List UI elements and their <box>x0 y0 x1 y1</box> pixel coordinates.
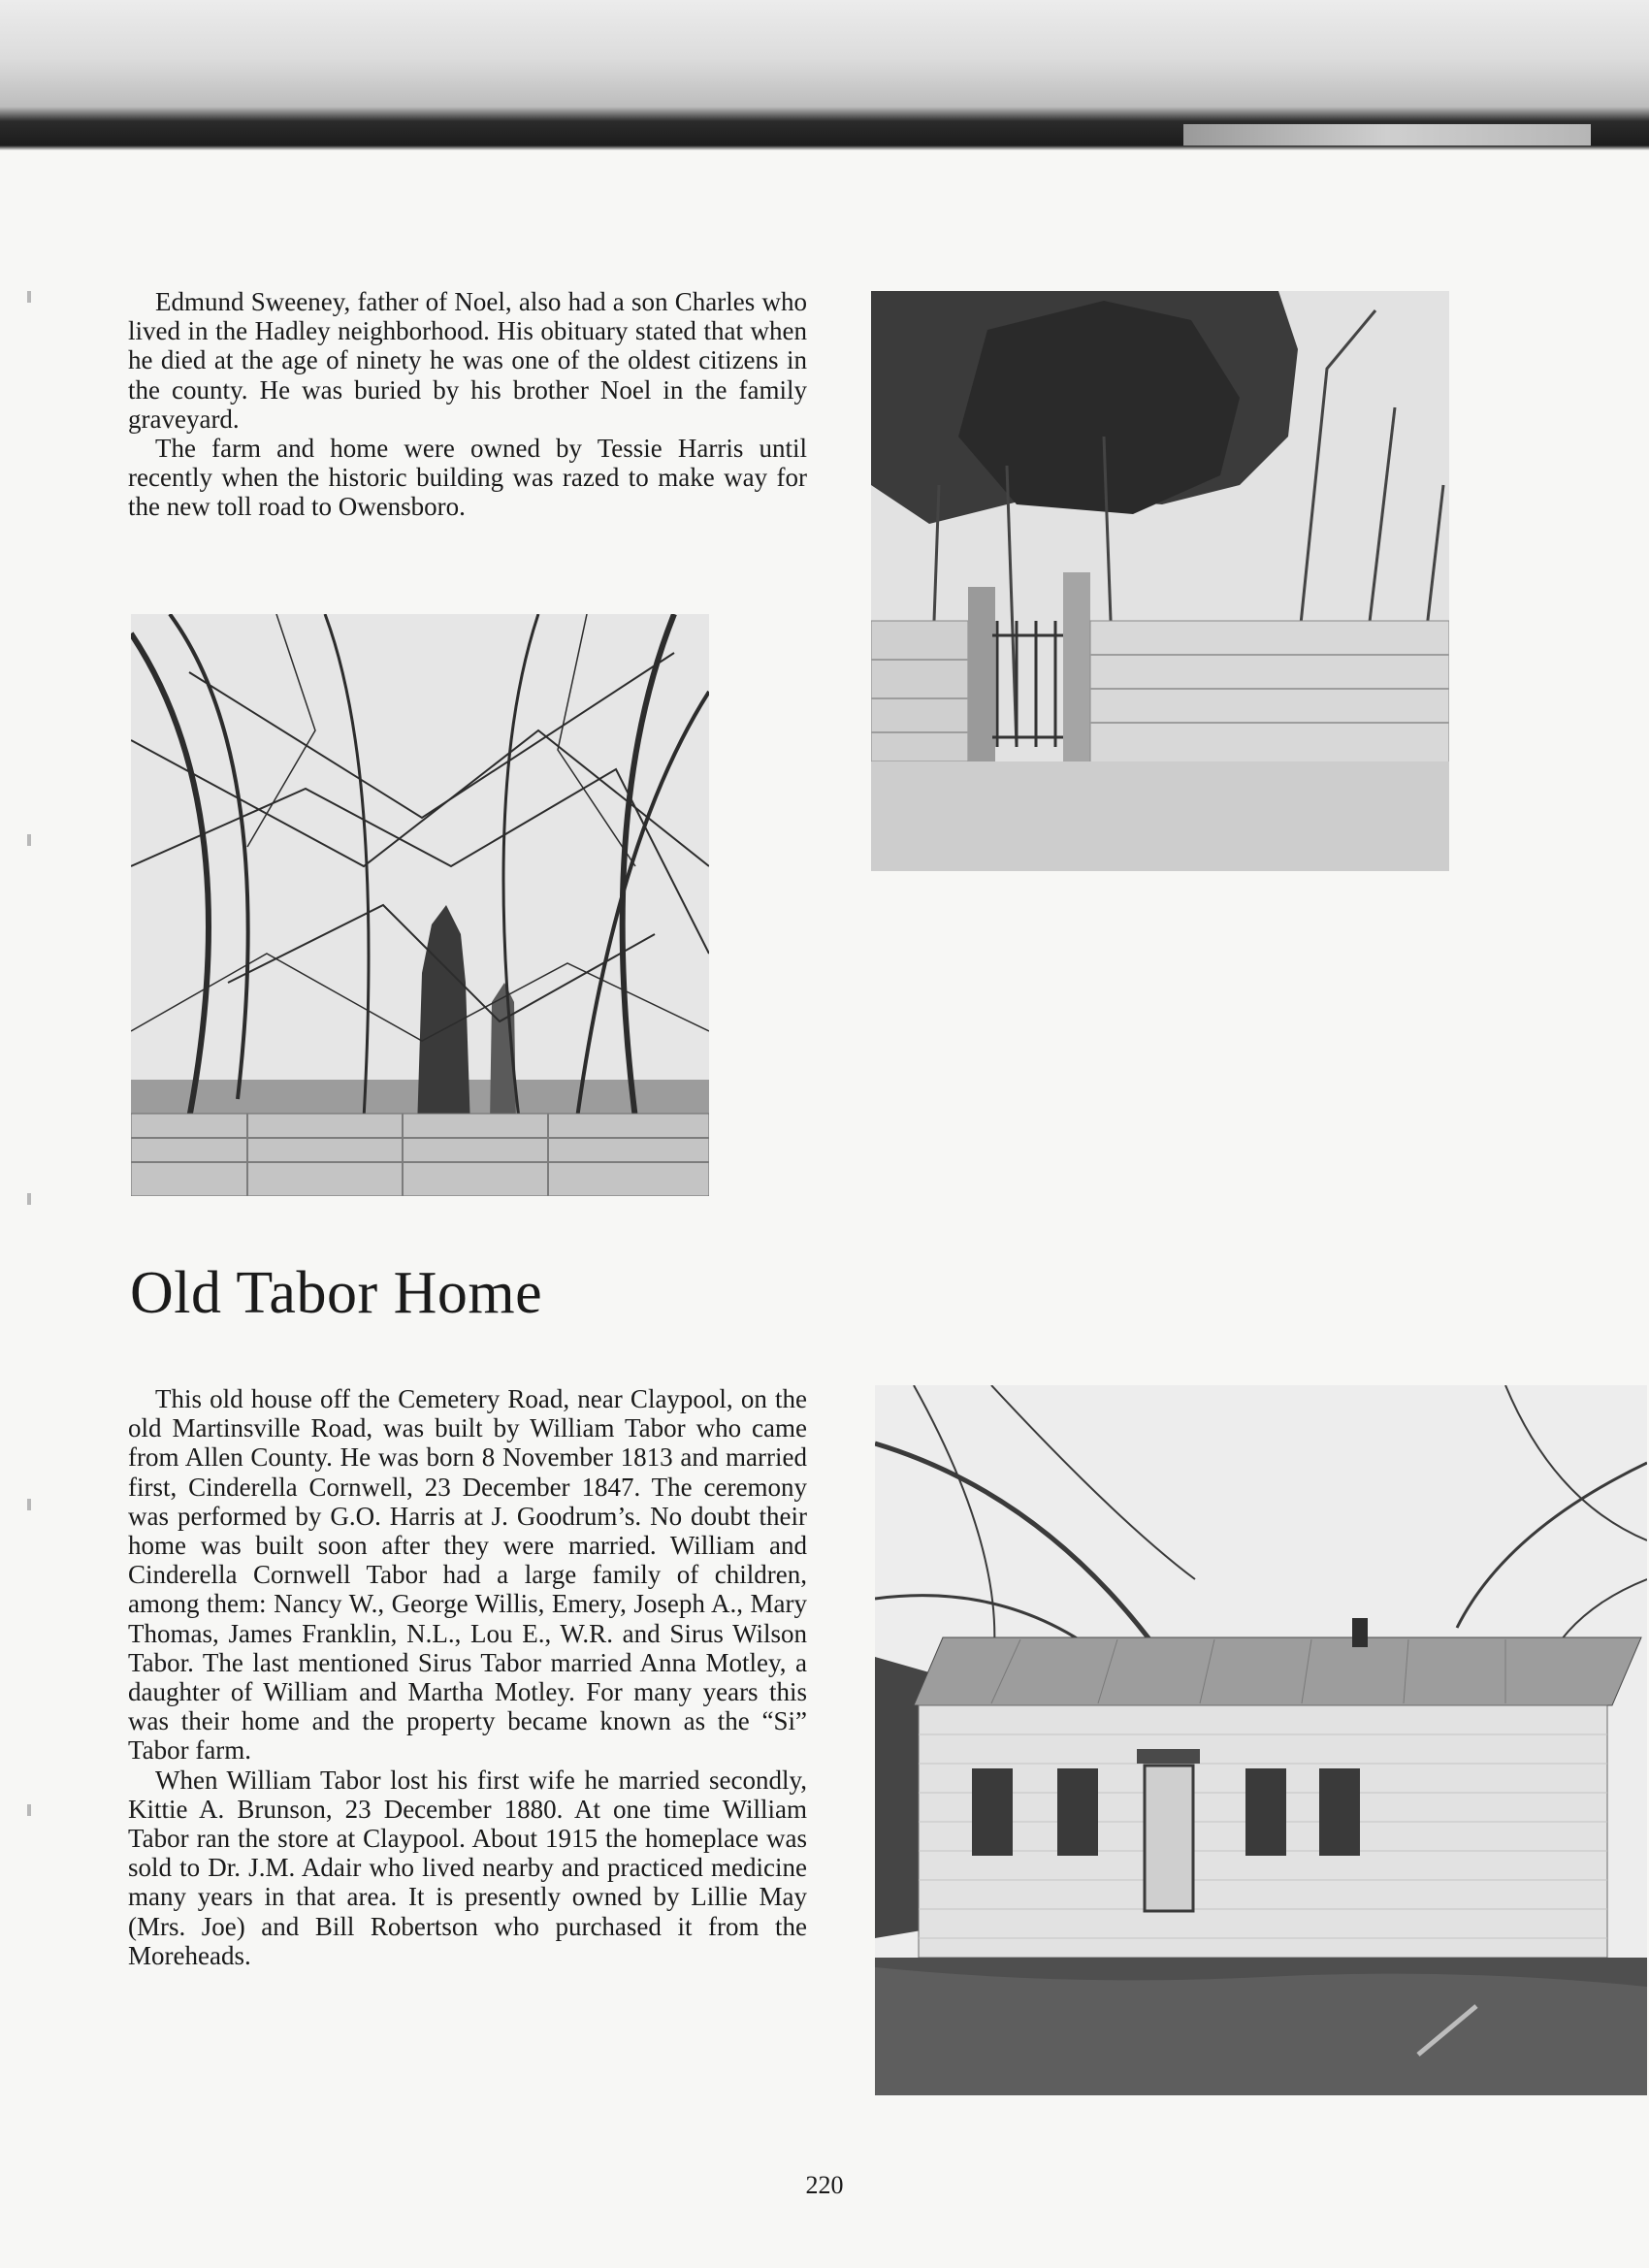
margin-mark <box>27 291 31 303</box>
margin-mark <box>27 1804 31 1816</box>
paragraph: The farm and home were owned by Tessie Harris until recently when the historic building was razed to make way for the new toll road to Owensboro. <box>128 434 807 522</box>
photo-graveyard-gate <box>871 291 1449 871</box>
margin-mark <box>27 1193 31 1205</box>
paragraph: Edmund Sweeney, father of Noel, also had a son Charles who lived in the Hadley neighborhood. His obituary stated that when he died at the age of ninety he was one of the oldest citizens in the county. He was buried by his brother Noel in the family graveyard. <box>128 287 807 434</box>
page-number: 220 <box>805 2171 844 2199</box>
margin-mark <box>27 834 31 846</box>
photo-tabor-house <box>875 1385 1647 2095</box>
scan-edge-shadow <box>0 0 1649 150</box>
tabor-text <box>128 1384 807 1970</box>
section-heading: Old Tabor Home <box>130 1260 543 1326</box>
intro-text <box>128 287 807 522</box>
paragraph: This old house off the Cemetery Road, near Claypool, on the old Martinsville Road, was built by William Tabor who came from Allen County. He was born 8 November 1813 and married first, Cinderella Cornwell, 23 December 1847. The ceremony was performed by G.O. Harris at J. Goodrum’s. No doubt their home was built soon after they were married. William and Cinderella Cornwell Tabor had a large family of children, among them: Nancy W., George Willis, Emery, Joseph A., Mary Thomas, James Franklin, N.L., Lou E., W.R. and Sirus Wilson Tabor. The last mentioned Sirus Tabor married Anna Motley, a daughter of William and Martha Motley. For many years this was their home and the property became known as the “Si” Tabor farm. <box>128 1384 807 1766</box>
scan-glint <box>1183 124 1591 146</box>
photo-monument-in-trees <box>131 614 709 1196</box>
paragraph: When William Tabor lost his first wife he married secondly, Kittie A. Brunson, 23 December 1880. At one time William Tabor ran the store at Claypool. About 1915 the homeplace was sold to Dr. J.M. Adair who lived nearby and practiced medicine many years in that area. It is presently owned by Lillie May (Mrs. Joe) and Bill Robertson who purchased it from the Moreheads. <box>128 1765 807 1970</box>
margin-mark <box>27 1499 31 1510</box>
